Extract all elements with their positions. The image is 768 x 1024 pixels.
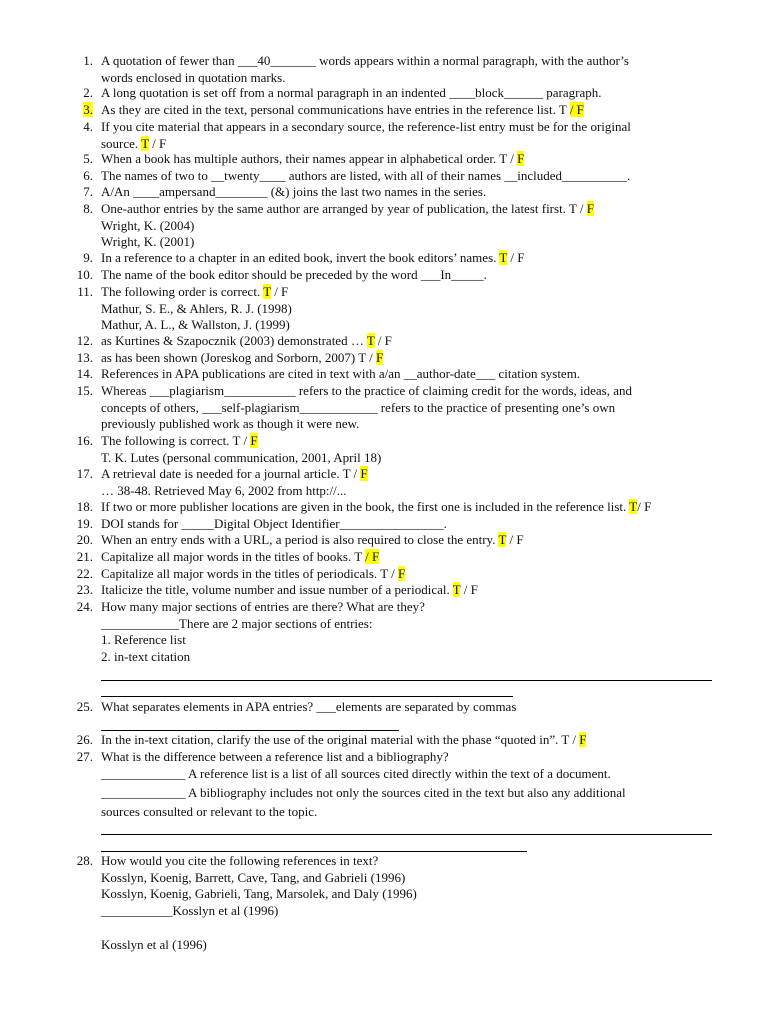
text-segment: What separates elements in APA entries? ___elements are separated by commas <box>101 699 517 714</box>
question-number <box>66 383 93 398</box>
question-text <box>101 184 486 199</box>
question-text <box>101 732 586 747</box>
question-number <box>66 151 93 166</box>
question-number-label: 14. <box>76 366 93 381</box>
question-number-label: 26. <box>76 732 93 747</box>
highlighted-answer: T <box>629 499 638 514</box>
question-text <box>101 250 524 265</box>
highlighted-answer: T <box>499 250 508 265</box>
question-text <box>101 699 516 714</box>
question-text <box>101 566 405 581</box>
answer-blank-line <box>101 730 399 731</box>
question-text-continued <box>101 416 359 431</box>
question-text-continued <box>101 450 381 465</box>
text-segment: as Kurtines & Szapocznik (2003) demonstrated … <box>101 333 367 348</box>
question-number-label: 19. <box>76 516 93 531</box>
highlighted-answer: F <box>517 151 525 166</box>
question-number-label: 2. <box>83 85 93 100</box>
question-number <box>66 102 93 117</box>
question-number <box>66 853 93 868</box>
question-number <box>66 85 93 100</box>
question-text-continued <box>101 136 166 151</box>
text-segment: previously published work as though it were new. <box>101 416 360 431</box>
question-number <box>66 184 93 199</box>
question-number-label: 28. <box>76 853 93 868</box>
question-text <box>101 499 651 514</box>
question-text-continued <box>101 400 615 415</box>
question-number <box>66 284 93 299</box>
question-text-continued <box>101 903 278 918</box>
text-segment: source. <box>101 136 142 151</box>
question-text-continued <box>101 218 194 233</box>
text-segment: The name of the book editor should be preceded by the word ___In_____. <box>101 267 487 282</box>
question-number <box>66 366 93 381</box>
text-segment: Italicize the title, volume number and issue number of a periodical. <box>101 582 453 597</box>
question-number <box>66 749 93 764</box>
highlighted-answer: T <box>498 532 507 547</box>
answer-blank-line <box>101 680 712 681</box>
question-text <box>101 433 258 448</box>
question-text <box>101 201 594 216</box>
text-segment: Capitalize all major words in the titles of books. T <box>101 549 366 564</box>
question-number-label: 5. <box>83 151 93 166</box>
text-segment: As they are cited in the text, personal communications have entries in the reference list. T <box>101 102 570 117</box>
highlighted-answer: F <box>586 201 595 216</box>
question-text <box>101 119 631 134</box>
highlighted-answer: F <box>579 732 587 747</box>
question-text <box>101 466 368 481</box>
question-text <box>101 853 378 868</box>
question-number-label: 25. <box>76 699 93 714</box>
question-number-label: 7. <box>83 184 93 199</box>
answer-blank-line <box>101 851 527 852</box>
question-text <box>101 53 629 68</box>
question-text <box>101 168 630 183</box>
highlighted-answer: F <box>376 350 384 365</box>
highlighted-answer: T <box>263 284 271 299</box>
answer-blank-line <box>101 696 513 697</box>
question-number <box>66 599 93 614</box>
question-number <box>66 532 93 547</box>
answer-text: sources consulted or relevant to the topic. <box>101 804 318 819</box>
question-text-continued <box>101 234 194 249</box>
text-segment: How many major sections of entries are there? What are they? <box>101 599 425 614</box>
question-number-label: 27. <box>76 749 93 764</box>
text-segment: A quotation of fewer than ___40_______ words appears within a normal paragraph, with the author’s <box>101 53 629 68</box>
text-segment: A retrieval date is needed for a journal article. T / <box>101 466 361 481</box>
highlighted-answer: F <box>250 433 258 448</box>
question-text <box>101 549 379 564</box>
question-number-label: 18. <box>76 499 93 514</box>
question-text <box>101 102 584 117</box>
question-text-continued <box>101 317 290 332</box>
question-number <box>66 466 93 481</box>
text-segment: Wright, K. (2001) <box>101 234 195 249</box>
question-number-label: 24. <box>76 599 93 614</box>
text-segment: What is the difference between a reference list and a bibliography? <box>101 749 449 764</box>
question-number <box>66 516 93 531</box>
question-number-label: 11. <box>77 284 93 299</box>
text-segment: DOI stands for _____Digital Object Identifier________________. <box>101 516 447 531</box>
text-segment: If you cite material that appears in a secondary source, the reference-list entry must be for the original <box>101 119 631 134</box>
question-number <box>66 699 93 714</box>
question-text <box>101 267 487 282</box>
text-segment: / F <box>507 250 525 265</box>
text-segment: The following order is correct. <box>101 284 264 299</box>
text-segment: Mathur, S. E., & Ahlers, R. J. (1998) <box>101 301 292 316</box>
text-segment: The names of two to __twenty____ authors are listed, with all of their names __included__________. <box>101 168 631 183</box>
question-text <box>101 151 524 166</box>
question-text <box>101 350 383 365</box>
question-number <box>66 250 93 265</box>
question-number <box>66 168 93 183</box>
text-segment: A long quotation is set off from a normal paragraph in an indented ____block______ paragraph. <box>101 85 602 100</box>
question-number <box>66 433 93 448</box>
question-number <box>66 350 93 365</box>
question-text-continued <box>101 301 292 316</box>
question-number <box>66 732 93 747</box>
text-segment: Wright, K. (2004) <box>101 218 195 233</box>
answer-blank-line <box>101 834 712 835</box>
question-text-continued <box>101 632 186 647</box>
text-segment: / F <box>506 532 524 547</box>
question-number <box>66 119 93 134</box>
text-segment: In the in-text citation, clarify the use of the original material with the phase “quoted in”. T / <box>101 732 580 747</box>
text-segment: The following is correct. T / <box>101 433 251 448</box>
answer-text: _____________ A reference list is a list of all sources cited directly within the text of a document. <box>101 766 611 781</box>
question-number-label: 21. <box>76 549 93 564</box>
text-segment: If two or more publisher locations are given in the book, the first one is included in the reference list. <box>101 499 630 514</box>
question-number <box>66 499 93 514</box>
question-number-label: 12. <box>76 333 93 348</box>
text-segment: concepts of others, ___self-plagiarism____________ refers to the practice of presenting one’s own <box>101 400 616 415</box>
text-segment: 2. in-text citation <box>101 649 191 664</box>
text-segment: In a reference to a chapter in an edited book, invert the book editors’ names. <box>101 250 500 265</box>
highlighted-answer: F <box>360 466 368 481</box>
question-number-label: 3. <box>83 102 93 117</box>
question-number-label: 1. <box>83 53 93 68</box>
highlighted-answer: T <box>141 136 149 151</box>
question-text-continued <box>101 649 190 664</box>
highlighted-answer: T <box>366 333 375 348</box>
text-segment: Kosslyn, Koenig, Gabrieli, Tang, Marsolek, and Daly (1996) <box>101 886 417 901</box>
question-number <box>66 267 93 282</box>
question-number-label: 10. <box>76 267 93 282</box>
text-segment: Whereas ___plagiarism___________ refers to the practice of claiming credit for the words, ideas, and <box>101 383 633 398</box>
question-text <box>101 582 478 597</box>
question-number-label: 8. <box>83 201 93 216</box>
text-segment: / F <box>460 582 478 597</box>
highlighted-answer: F <box>398 566 406 581</box>
text-segment: How would you cite the following references in text? <box>101 853 379 868</box>
question-text-continued <box>101 616 372 631</box>
question-text <box>101 284 288 299</box>
question-number <box>66 201 93 216</box>
answer-text: Kosslyn et al (1996) <box>101 937 207 952</box>
question-text-continued <box>101 483 347 498</box>
text-segment: A/An ____ampersand________ (&) joins the last two names in the series. <box>101 184 487 199</box>
text-segment: words enclosed in quotation marks. <box>101 70 286 85</box>
answer-text: _____________ A bibliography includes not only the sources cited in the text but also any additional <box>101 785 626 800</box>
question-number-label: 22. <box>76 566 93 581</box>
question-number-label: 9. <box>83 250 93 265</box>
question-text <box>101 599 425 614</box>
question-text-continued <box>101 70 286 85</box>
text-segment: / F <box>148 136 167 151</box>
question-number-label: 13. <box>76 350 93 365</box>
question-text <box>101 383 632 398</box>
question-number <box>66 566 93 581</box>
highlighted-answer: / F <box>569 102 584 117</box>
text-segment: as has been shown (Joreskog and Sorborn, 2007) T / <box>101 350 377 365</box>
text-segment: 1. Reference list <box>101 632 186 647</box>
text-segment: One-author entries by the same author are arranged by year of publication, the latest first. T / <box>101 201 587 216</box>
question-text <box>101 532 524 547</box>
text-segment: T. K. Lutes (personal communication, 2001, April 18) <box>101 450 382 465</box>
question-text-continued <box>101 870 405 885</box>
text-segment: / F <box>637 499 652 514</box>
question-number-label: 4. <box>83 119 93 134</box>
question-number-label: 20. <box>76 532 93 547</box>
question-number-label: 17. <box>76 466 93 481</box>
question-number <box>66 53 93 68</box>
question-number-label: 6. <box>83 168 93 183</box>
question-text <box>101 366 580 381</box>
text-segment: When a book has multiple authors, their names appear in alphabetical order. T / <box>101 151 518 166</box>
question-number <box>66 549 93 564</box>
highlighted-answer: T <box>452 582 461 597</box>
text-segment: Capitalize all major words in the titles of periodicals. T / <box>101 566 399 581</box>
question-number-label: 15. <box>76 383 93 398</box>
text-segment: Mathur, A. L., & Wallston, J. (1999) <box>101 317 290 332</box>
question-text <box>101 516 447 531</box>
question-text <box>101 749 449 764</box>
text-segment: Kosslyn, Koenig, Barrett, Cave, Tang, and Gabrieli (1996) <box>101 870 406 885</box>
text-segment: When an entry ends with a URL, a period is also required to close the entry. <box>101 532 499 547</box>
text-segment: … 38-48. Retrieved May 6, 2002 from http://... <box>101 483 347 498</box>
text-segment: ___________Kosslyn et al (1996) <box>101 903 279 918</box>
question-text-continued <box>101 886 417 901</box>
text-segment: / F <box>270 284 289 299</box>
highlighted-answer: / F <box>365 549 380 564</box>
question-number-label: 23. <box>76 582 93 597</box>
question-text <box>101 333 392 348</box>
text-segment: References in APA publications are cited in text with a/an __author-date___ citation system. <box>101 366 581 381</box>
question-text <box>101 85 602 100</box>
question-number <box>66 333 93 348</box>
question-number-label: 16. <box>76 433 93 448</box>
text-segment: / F <box>374 333 392 348</box>
text-segment: ____________There are 2 major sections of entries: <box>101 616 373 631</box>
question-number <box>66 582 93 597</box>
